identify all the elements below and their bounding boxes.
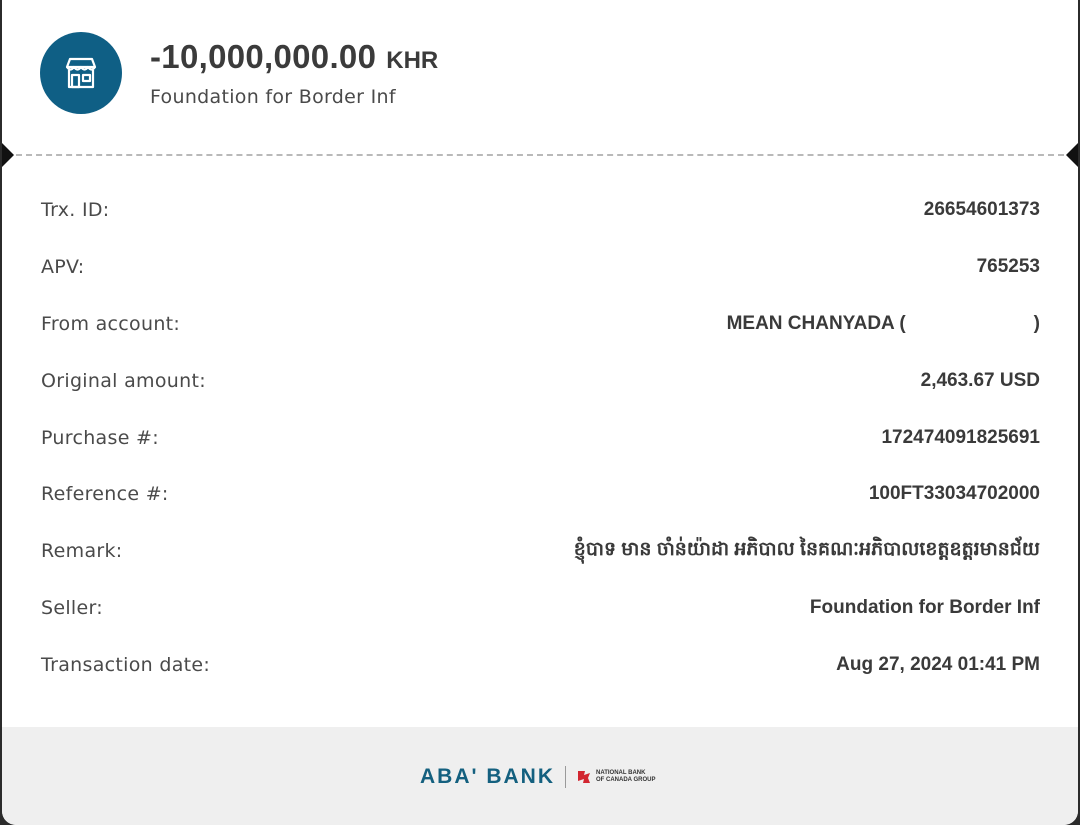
logo-separator [565, 766, 566, 788]
remark-label: Remark: [41, 540, 123, 562]
reference-label: Reference #: [41, 483, 169, 505]
apv-label: APV: [41, 256, 85, 278]
detail-row-original-amount [41, 361, 1040, 401]
partner-mark [576, 769, 666, 785]
amount-line [150, 38, 438, 76]
nbc-flag-icon [576, 769, 592, 785]
detail-row-apv [41, 247, 1040, 287]
from-account-name: MEAN CHANYADA ( [726, 313, 906, 334]
detail-row-remark [41, 531, 1040, 571]
transaction-date-value: Aug 27, 2024 01:41 PM [836, 654, 1040, 675]
original-amount-label: Original amount: [41, 370, 206, 392]
partner-line-2: OF CANADA GROUP [596, 777, 656, 783]
reference-value: 100FT33034702000 [868, 483, 1040, 504]
from-account-value [727, 313, 1040, 335]
detail-row-reference [41, 474, 1040, 514]
detail-row-transaction-date [41, 645, 1040, 685]
redacted-account-number [906, 313, 1034, 335]
apv-value: 765253 [976, 256, 1040, 277]
detail-row-from-account [41, 304, 1040, 344]
transaction-date-label: Transaction date: [41, 654, 211, 676]
from-account-label: From account: [41, 313, 181, 335]
store-icon [40, 32, 122, 114]
seller-value: Foundation for Border Inf [809, 597, 1040, 618]
transaction-receipt [2, 0, 1078, 825]
partner-name [596, 770, 666, 784]
ticket-notch-right [1066, 141, 1078, 169]
receipt-footer [2, 727, 1078, 825]
transaction-amount: -10,000,000.00 [150, 38, 377, 75]
ticket-notch-left [2, 141, 14, 169]
original-amount-value: 2,463.67 USD [920, 370, 1040, 391]
purchase-label: Purchase #: [41, 427, 159, 449]
remark-value: ខ្ញុំបាទ មាន ចាំន់យ៉ាដា អភិបាល នៃគណៈអភិបាលខេត្តឧត្តរមានជ័យ [573, 539, 1040, 560]
merchant-name: Foundation for Border Inf [150, 86, 396, 108]
from-account-close: ) [1033, 313, 1040, 334]
aba-bank-logo [420, 765, 666, 789]
partner-line-1: NATIONAL BANK [596, 770, 646, 776]
detail-row-seller [41, 588, 1040, 628]
receipt-header [2, 0, 1078, 155]
amount-currency: KHR [386, 47, 439, 74]
seller-label: Seller: [41, 597, 103, 619]
bank-name: ABA' BANK [420, 765, 555, 788]
trx-id-value: 26654601373 [923, 199, 1040, 220]
dashed-divider [16, 154, 1064, 156]
detail-row-purchase [41, 418, 1040, 458]
purchase-value: 172474091825691 [881, 427, 1040, 448]
trx-id-label: Trx. ID: [41, 199, 110, 221]
detail-row-trx-id [41, 190, 1040, 230]
